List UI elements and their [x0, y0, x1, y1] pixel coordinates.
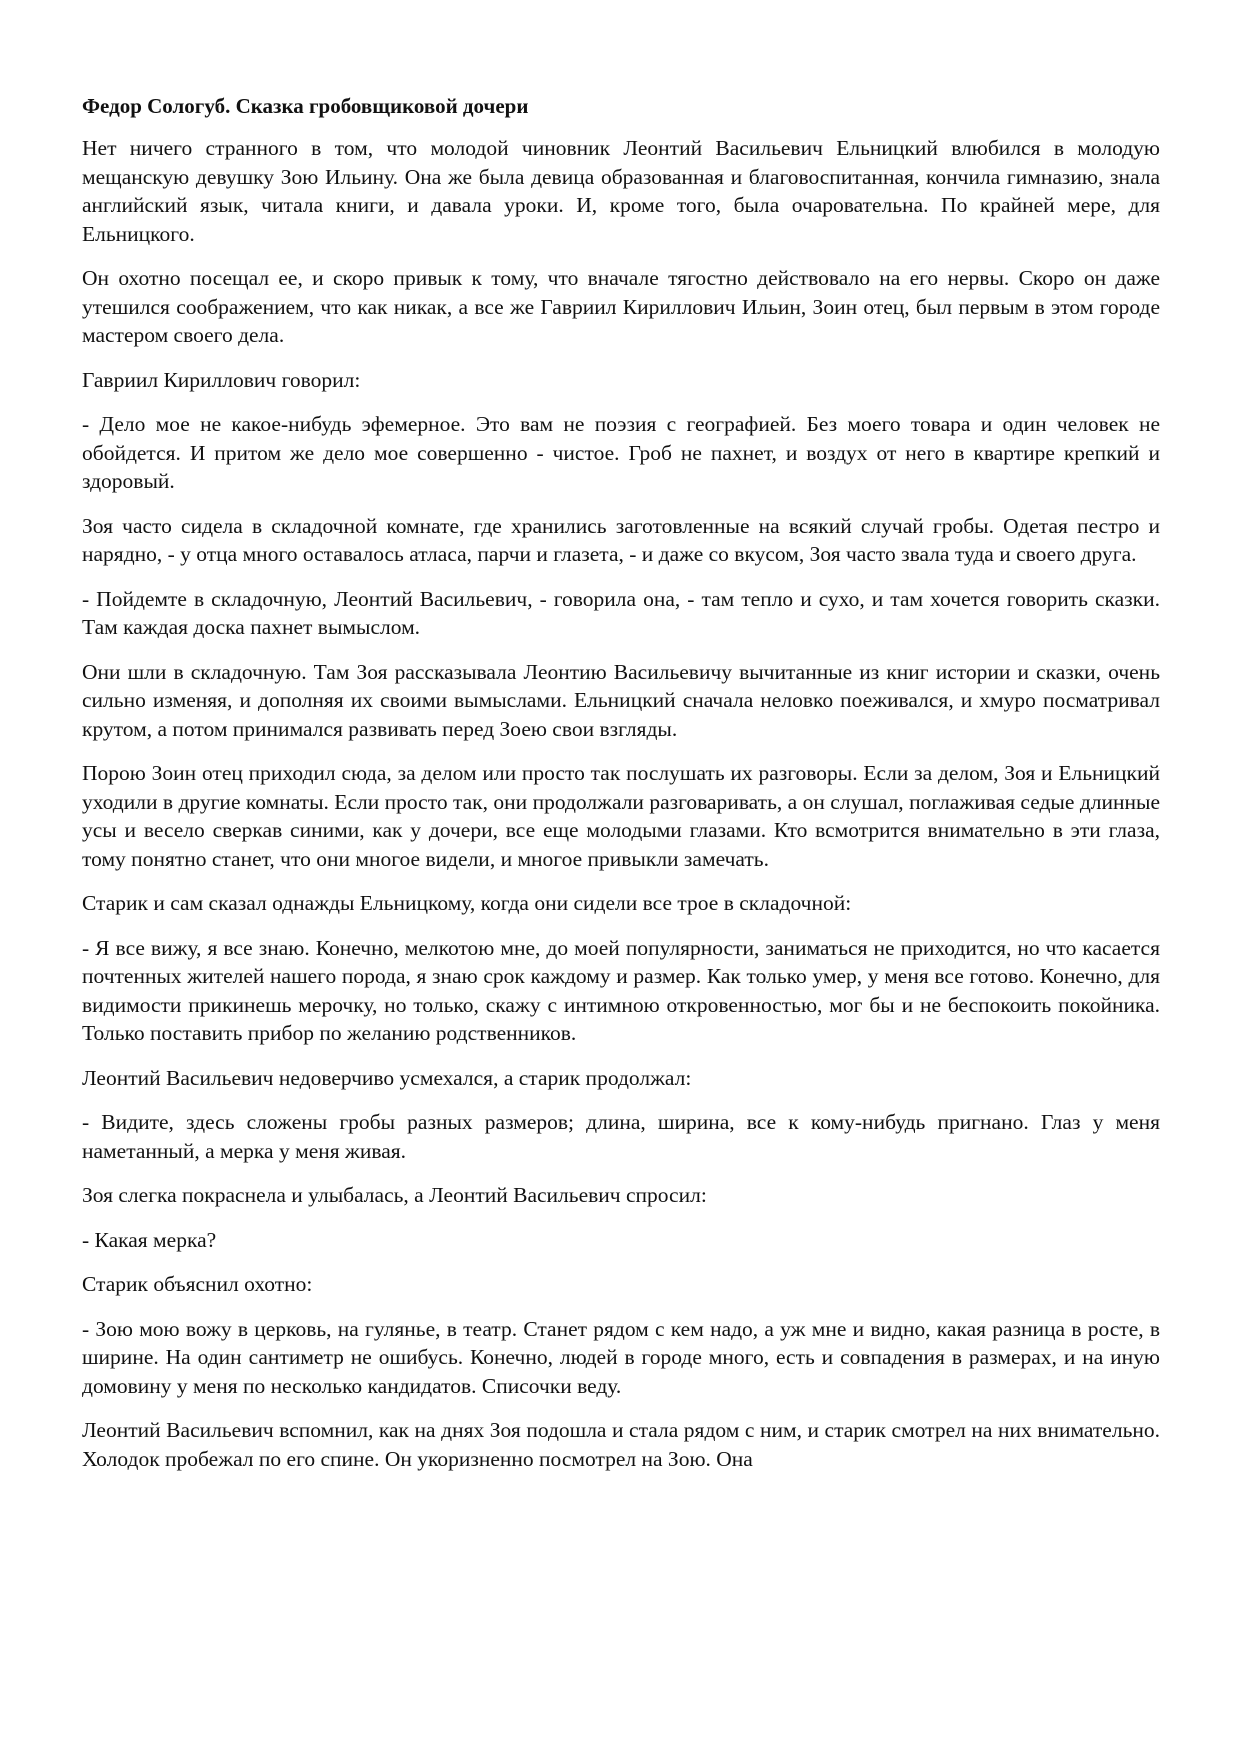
paragraph: Зоя часто сидела в складочной комнате, где хранились заготовленные на всякий случай гробы. Одетая пестро и нарядно, - у отца много оставалось атласа, парчи и глазета, - и даже со вкусом, Зоя часто звала туда и своего друга.	[82, 513, 1160, 566]
paragraph: Старик объяснил охотно:	[82, 1272, 313, 1296]
paragraph: - Я все вижу, я все знаю. Конечно, мелкотою мне, до моей популярности, заниматься не приходится, но что касается почтенных жителей нашего порода, я знаю срок каждому и размер. Как только умер, у меня все готово. Конечно, для видимости прикинешь мерочку, но только, скажу с интимною откровенностью, мог бы и не беспокоить покойника. Только поставить прибор по желанию родственников.	[82, 935, 1160, 1045]
paragraph: Нет ничего странного в том, что молодой чиновник Леонтий Васильевич Ельницкий влюбился в молодую мещанскую девушку Зою Ильину. Она же была девица образованная и благовоспитанная, кончила гимназию, знала английский язык, читала книги, и давала уроки. И, кроме того, была очаровательна. По крайней мере, для Ельницкого.	[82, 136, 1160, 246]
paragraph: - Видите, здесь сложены гробы разных размеров; длина, ширина, все к кому-нибудь пригнано. Глаз у меня наметанный, а мерка у меня живая.	[82, 1110, 1160, 1163]
paragraph: Он охотно посещал ее, и скоро привык к тому, что вначале тягостно действовало на его нервы. Скоро он даже утешился соображением, что как никак, а все же Гавриил Кириллович Ильин, Зоин отец, был первым в этом городе мастером своего дела.	[82, 266, 1160, 347]
paragraph: - Зою мою вожу в церковь, на гулянье, в театр. Станет рядом с кем надо, а уж мне и видно, какая разница в росте, в ширине. На один сантиметр не ошибусь. Конечно, людей в городе много, есть и совпадения в размерах, и на иную домовину у меня по несколько кандидатов. Списочки веду.	[82, 1316, 1160, 1398]
document-title: Федор Сологуб. Сказка гробовщиковой дочери	[82, 94, 529, 118]
paragraph: - Дело мое не какое-нибудь эфемерное. Это вам не поэзия с географией. Без моего товара и один человек не обойдется. И притом же дело мое совершенно - чистое. Гроб не пахнет, и воздух от него в квартире крепкий и здоровый.	[82, 412, 1160, 493]
document-page	[82, 92, 1160, 1489]
paragraph: - Пойдемте в складочную, Леонтий Васильевич, - говорила она, - там тепло и сухо, и там хочется говорить сказки. Там каждая доска пахнет вымыслом.	[82, 586, 1160, 639]
paragraph: Гавриил Кириллович говорил:	[82, 367, 361, 392]
paragraph: Они шли в складочную. Там Зоя рассказывала Леонтию Васильевичу вычитанные из книг истории и сказки, очень сильно изменяя, и дополняя их своими вымыслами. Ельницкий сначала неловко поеживался, и хмуро посматривал крутом, а потом принимался развивать перед Зоею свои взгляды.	[82, 659, 1160, 741]
paragraph: Старик и сам сказал однажды Ельницкому, когда они сидели все трое в складочной:	[82, 891, 852, 915]
paragraph: Зоя слегка покраснела и улыбалась, а Леонтий Васильевич спросил:	[82, 1183, 707, 1207]
paragraph: Леонтий Васильевич недоверчиво усмехался, а старик продолжал:	[82, 1065, 692, 1090]
paragraph: Порою Зоин отец приходил сюда, за делом или просто так послушать их разговоры. Если за делом, Зоя и Ельницкий уходили в другие комнаты. Если просто так, они продолжали разговаривать, а он слушал, поглаживая седые длинные усы и весело сверкав синими, как у дочери, все еще молодыми глазами. Кто всмотрится внимательно в эти глаза, тому понятно станет, что они многое видели, и многое привыкли замечать.	[82, 761, 1160, 871]
paragraph: Леонтий Васильевич вспомнил, как на днях Зоя подошла и стала рядом с ним, и старик смотрел на них внимательно. Холодок пробежал по его спине. Он укоризненно посмотрел на Зою. Она	[82, 1418, 1160, 1471]
paragraph: - Какая мерка?	[82, 1227, 217, 1252]
